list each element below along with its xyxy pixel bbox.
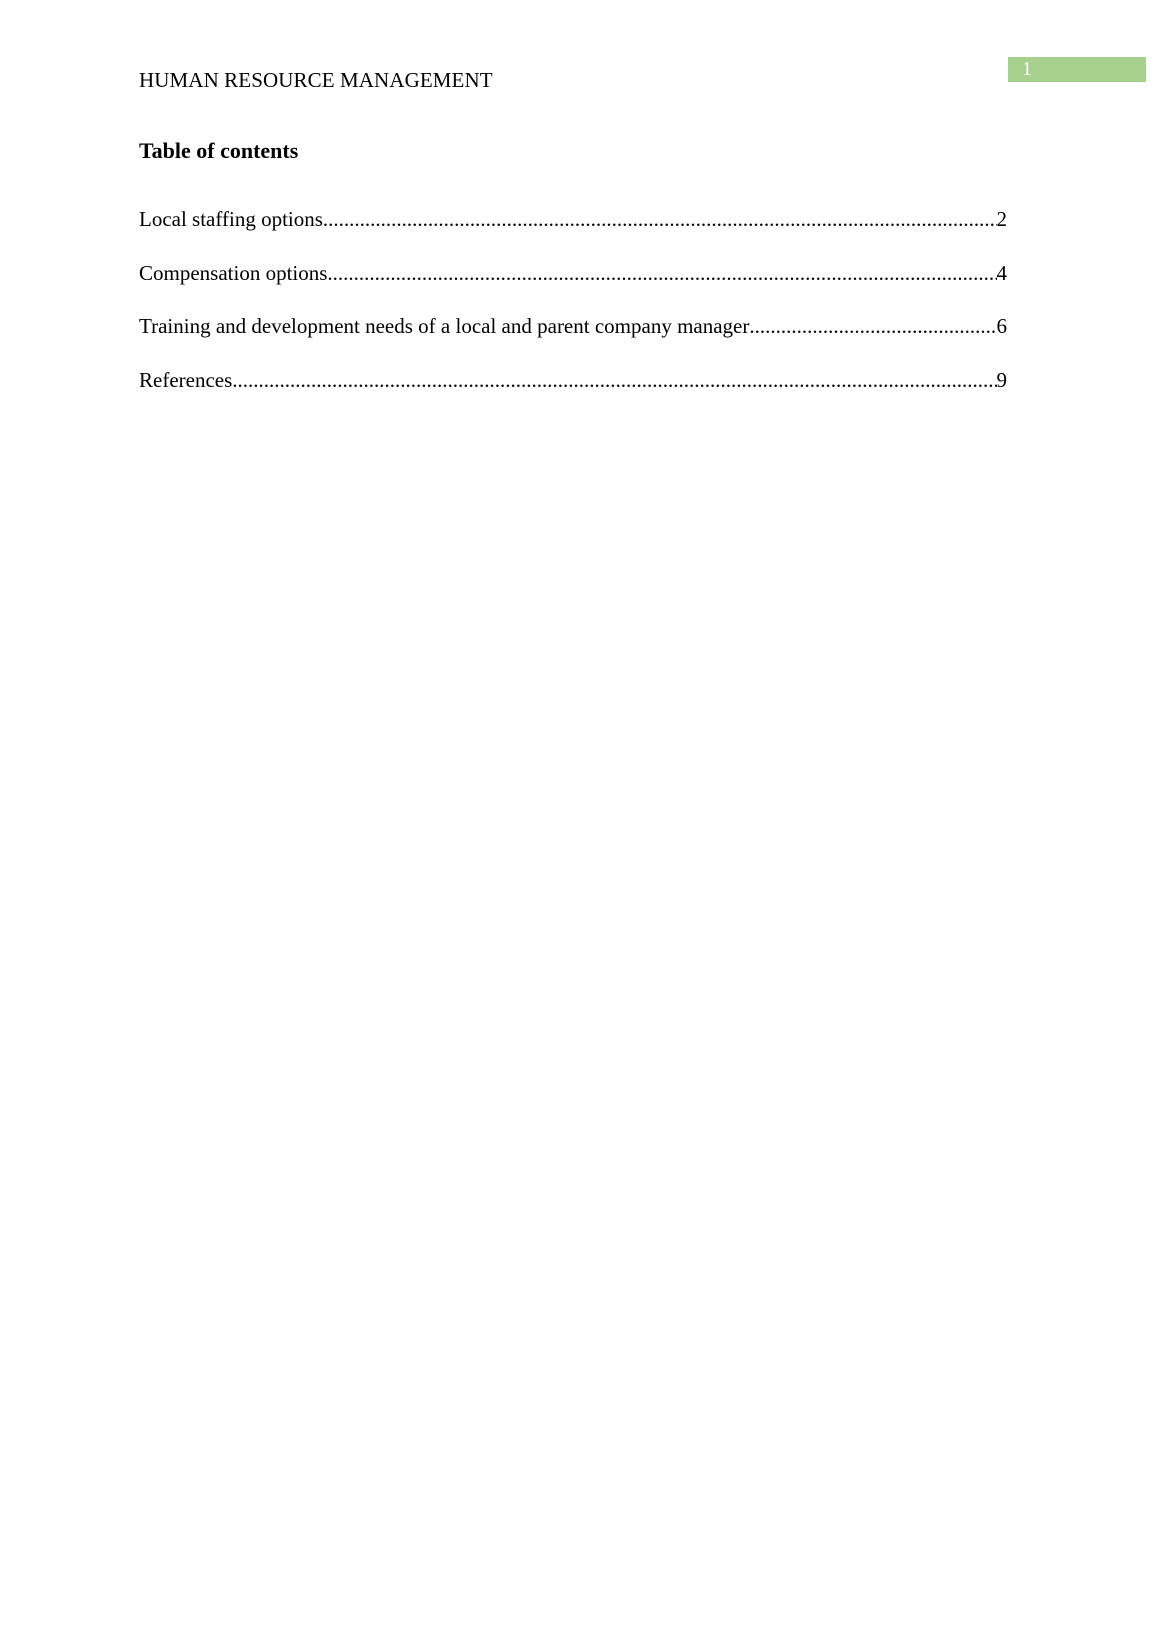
toc-entry-compensation[interactable] (139, 261, 1007, 315)
toc-dot-leader (327, 261, 996, 286)
toc-dot-leader (749, 314, 996, 339)
page-number: 1 (1022, 58, 1032, 80)
toc-entry-page: 4 (996, 260, 1007, 285)
toc-entry-page: 9 (996, 367, 1007, 392)
toc-entry-title: Compensation options (139, 260, 328, 285)
toc-entry-training[interactable] (139, 314, 1007, 368)
toc-entry-local-staffing[interactable] (139, 207, 1007, 261)
toc-entry-page: 6 (996, 314, 1007, 338)
running-header-title: HUMAN RESOURCE MANAGEMENT (139, 68, 493, 92)
table-of-contents (139, 207, 1007, 421)
toc-dot-leader (232, 368, 996, 393)
page-number-box (1008, 57, 1146, 82)
toc-entry-page: 2 (996, 207, 1007, 231)
toc-entry-title: References (139, 367, 233, 392)
toc-dot-leader (323, 207, 997, 232)
toc-entry-title: Local staffing options (139, 207, 323, 231)
toc-heading: Table of contents (139, 138, 299, 163)
toc-entry-references[interactable] (139, 368, 1007, 422)
toc-entry-title: Training and development needs of a local and parent company manager (139, 314, 750, 338)
